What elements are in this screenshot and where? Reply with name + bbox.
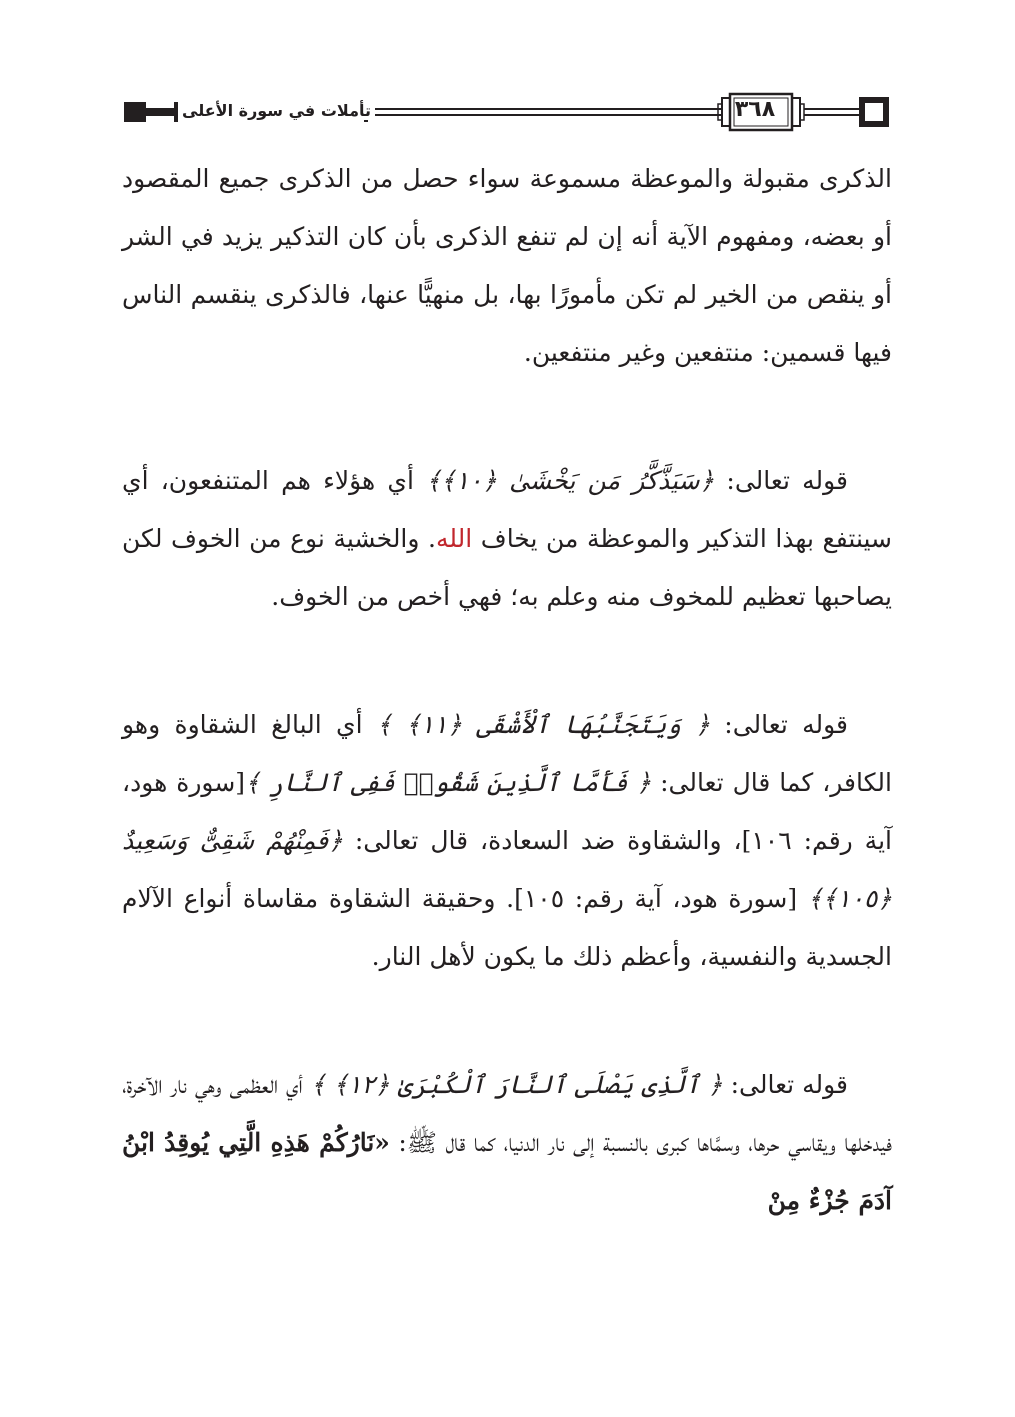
intro-text: قوله تعالى: xyxy=(714,466,848,495)
paragraph-text: أي البالغ الشقاوة وهو الكافر، كما قال تعالى: xyxy=(122,710,892,797)
quran-verse: ﴿ وَيَتَجَنَّبُهَا ٱلْأَشْقَى ﴿١١﴾ ﴾ xyxy=(376,710,710,739)
paragraph-4 xyxy=(122,1056,892,1230)
paragraph-1 xyxy=(122,150,892,382)
quran-verse: ﴿ ٱلَّذِى يَصْلَى ٱلنَّارَ ٱلْكُبْرَىٰ ﴿١٢﴾ ﴾ xyxy=(310,1070,723,1099)
quran-verse: ﴿سَيَذَّكَّرُ مَن يَخْشَىٰ ﴿١٠﴾﴾ xyxy=(426,466,715,495)
book-title: تأملات في سورة الأعلى xyxy=(178,101,375,120)
paragraph-text: الذكرى مقبولة والموعظة مسموعة سواء حصل من الذكرى جميع المقصود أو بعضه، ومفهوم الآية أنه إن لم تنفع الذكرى بأن كان التذكير يزيد في الشر أو ينقص من الخير لم تكن مأمورًا بها، بل منهيًّا عنها، فالذكرى ينقسم الناس فيها قسمين: منتفعين وغير منتفعين. xyxy=(122,164,892,367)
divine-name: الله xyxy=(435,524,473,553)
hadith-quote: «نَارُكُمْ هَذِهِ الَّتِي يُوقِدُ ابْنُ آدَمَ جُزْءٌ مِنْ xyxy=(122,1128,892,1215)
paragraph-3 xyxy=(122,696,892,986)
paragraph-text: . والخشية نوع من الخوف لكن يصاحبها تعظيم للمخوف منه وعلم به؛ فهي أخص من الخوف. xyxy=(122,524,892,611)
quran-verse: ﴿فَمِنْهُمْ شَقِىٌّ وَسَعِيدٌ ﴿١٠٥﴾﴾ xyxy=(122,826,892,913)
quran-verse: ﴿ فَأَمَّا ٱلَّذِينَ شَقُوا۟ فَفِى ٱلنَّارِ ﴾ xyxy=(245,768,652,797)
paragraph-2 xyxy=(122,452,892,626)
page-body xyxy=(122,150,892,1300)
intro-text: قوله تعالى: xyxy=(709,710,848,739)
paragraph-text: [سورة هود، آية رقم: ١٠٦]، والشقاوة ضد السعادة، قال تعالى: xyxy=(122,768,892,855)
paragraph-text: [سورة هود، آية رقم: ١٠٥]. وحقيقة الشقاوة مقاساة أنواع الآلام الجسدية والنفسية، وأعظم ذلك ما يكون لأهل النار. xyxy=(122,884,892,971)
intro-text: قوله تعالى: xyxy=(722,1070,848,1099)
page-number: ٣٦٨ xyxy=(734,97,776,122)
paragraph-text: أي العظمى وهي نار الآخرة، فيدخلها ويقاسي حرها، وسمَّاها كبرى بالنسبة إلى نار الدنيا، كما قال ﷺ: xyxy=(122,1070,892,1157)
paragraph-text: أي هؤلاء هم المتنفعون، أي سينتفع بهذا التذكير والموعظة من يخاف xyxy=(122,466,892,553)
